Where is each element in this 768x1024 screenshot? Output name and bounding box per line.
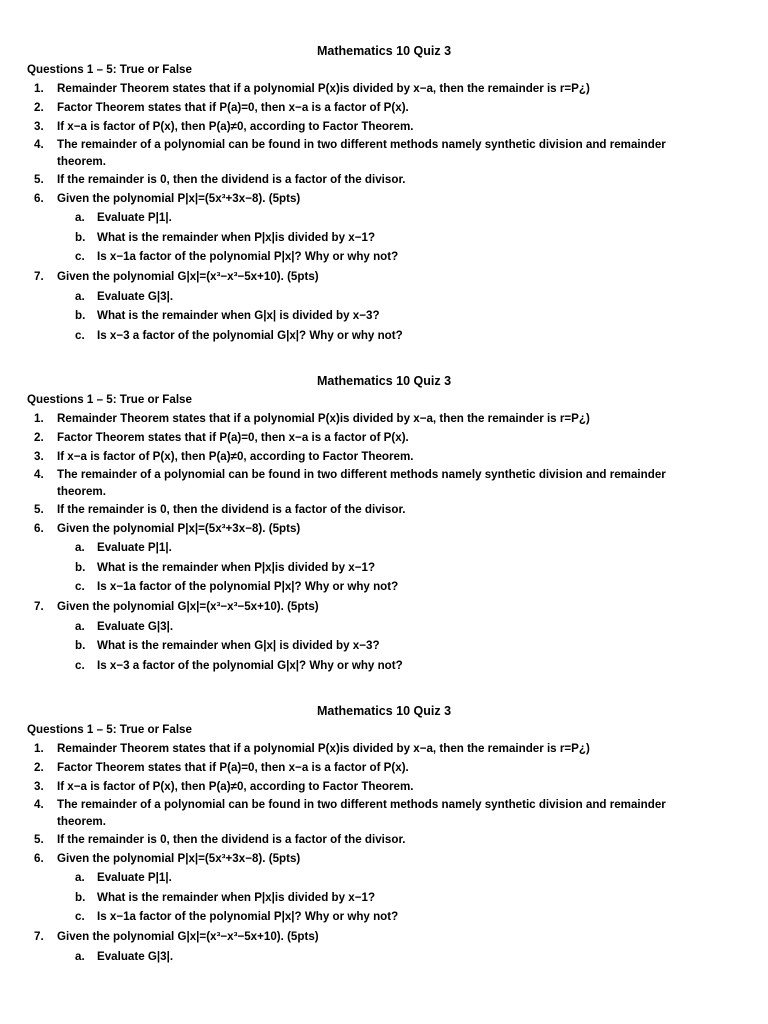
sub-letter: c. <box>75 910 85 923</box>
question-number: 3. <box>34 120 44 133</box>
question-7b-text: What is the remainder when G|x| is divided by x−3? <box>97 309 380 322</box>
question-1-text: Remainder Theorem states that if a polynomial P(x)is divided by x−a, then the remainder is r=P¿) <box>57 82 590 95</box>
question-4-text: The remainder of a polynomial can be found in two different methods namely synthetic division and remainder <box>57 138 666 151</box>
sub-letter: c. <box>75 659 85 672</box>
question-number: 1. <box>34 742 44 755</box>
question-7c-text: Is x−3 a factor of the polynomial G|x|? Why or why not? <box>97 659 403 672</box>
question-6c-text: Is x−1a factor of the polynomial P|x|? Why or why not? <box>97 250 399 263</box>
question-6c-text: Is x−1a factor of the polynomial P|x|? Why or why not? <box>97 910 399 923</box>
question-6-text: Given the polynomial P|x|=(5x³+3x−8). (5pts) <box>57 522 301 535</box>
question-4-text-cont: theorem. <box>57 815 106 828</box>
question-7a-text: Evaluate G|3|. <box>97 950 174 963</box>
question-7-text: Given the polynomial G|x|=(x³−x³−5x+10). (5pts) <box>57 930 319 943</box>
sub-letter: c. <box>75 329 85 342</box>
quiz-title: Mathematics 10 Quiz 3 <box>316 44 452 58</box>
sub-letter: a. <box>75 541 85 554</box>
question-number: 3. <box>34 780 44 793</box>
question-6a-text: Evaluate P|1|. <box>97 871 172 884</box>
section-heading: Questions 1 – 5: True or False <box>27 393 192 406</box>
sub-letter: c. <box>75 580 85 593</box>
question-6b-text: What is the remainder when P|x|is divided by x−1? <box>97 231 376 244</box>
question-1-text: Remainder Theorem states that if a polynomial P(x)is divided by x−a, then the remainder is r=P¿) <box>57 742 590 755</box>
sub-letter: b. <box>75 561 86 574</box>
question-number: 1. <box>34 82 44 95</box>
question-number: 5. <box>34 833 44 846</box>
question-4-text-cont: theorem. <box>57 155 106 168</box>
question-7c-text: Is x−3 a factor of the polynomial G|x|? Why or why not? <box>97 329 403 342</box>
question-number: 4. <box>34 798 44 811</box>
question-6-text: Given the polynomial P|x|=(5x³+3x−8). (5pts) <box>57 852 301 865</box>
question-number: 7. <box>34 930 44 943</box>
question-number: 5. <box>34 503 44 516</box>
question-number: 7. <box>34 600 44 613</box>
sub-letter: a. <box>75 950 85 963</box>
question-5-text: If the remainder is 0, then the dividend is a factor of the divisor. <box>57 173 406 186</box>
question-4-text: The remainder of a polynomial can be found in two different methods namely synthetic division and remainder <box>57 468 666 481</box>
question-4-text: The remainder of a polynomial can be found in two different methods namely synthetic division and remainder <box>57 798 666 811</box>
sub-letter: c. <box>75 250 85 263</box>
quiz-title: Mathematics 10 Quiz 3 <box>316 704 452 718</box>
sub-letter: a. <box>75 871 85 884</box>
question-7a-text: Evaluate G|3|. <box>97 290 174 303</box>
question-6a-text: Evaluate P|1|. <box>97 211 172 224</box>
sub-letter: b. <box>75 891 86 904</box>
sub-letter: a. <box>75 290 85 303</box>
question-2-text: Factor Theorem states that if P(a)=0, then x−a is a factor of P(x). <box>57 431 409 444</box>
question-3-text: If x−a is factor of P(x), then P(a)≠0, according to Factor Theorem. <box>57 120 414 133</box>
question-1-text: Remainder Theorem states that if a polynomial P(x)is divided by x−a, then the remainder is r=P¿) <box>57 412 590 425</box>
question-number: 2. <box>34 431 44 444</box>
section-heading: Questions 1 – 5: True or False <box>27 723 192 736</box>
question-number: 4. <box>34 468 44 481</box>
question-number: 2. <box>34 101 44 114</box>
question-number: 1. <box>34 412 44 425</box>
question-number: 6. <box>34 522 44 535</box>
question-2-text: Factor Theorem states that if P(a)=0, then x−a is a factor of P(x). <box>57 101 409 114</box>
question-6a-text: Evaluate P|1|. <box>97 541 172 554</box>
question-4-text-cont: theorem. <box>57 485 106 498</box>
section-heading: Questions 1 – 5: True or False <box>27 63 192 76</box>
question-6c-text: Is x−1a factor of the polynomial P|x|? Why or why not? <box>97 580 399 593</box>
question-number: 3. <box>34 450 44 463</box>
question-number: 6. <box>34 192 44 205</box>
question-2-text: Factor Theorem states that if P(a)=0, then x−a is a factor of P(x). <box>57 761 409 774</box>
question-3-text: If x−a is factor of P(x), then P(a)≠0, according to Factor Theorem. <box>57 450 414 463</box>
question-6-text: Given the polynomial P|x|=(5x³+3x−8). (5pts) <box>57 192 301 205</box>
question-5-text: If the remainder is 0, then the dividend is a factor of the divisor. <box>57 503 406 516</box>
question-6b-text: What is the remainder when P|x|is divided by x−1? <box>97 891 376 904</box>
question-7b-text: What is the remainder when G|x| is divided by x−3? <box>97 639 380 652</box>
question-7-text: Given the polynomial G|x|=(x³−x³−5x+10). (5pts) <box>57 270 319 283</box>
question-number: 7. <box>34 270 44 283</box>
question-3-text: If x−a is factor of P(x), then P(a)≠0, according to Factor Theorem. <box>57 780 414 793</box>
question-number: 6. <box>34 852 44 865</box>
sub-letter: a. <box>75 620 85 633</box>
question-number: 5. <box>34 173 44 186</box>
question-number: 4. <box>34 138 44 151</box>
question-5-text: If the remainder is 0, then the dividend is a factor of the divisor. <box>57 833 406 846</box>
sub-letter: b. <box>75 309 86 322</box>
question-6b-text: What is the remainder when P|x|is divided by x−1? <box>97 561 376 574</box>
question-7a-text: Evaluate G|3|. <box>97 620 174 633</box>
question-7-text: Given the polynomial G|x|=(x³−x³−5x+10). (5pts) <box>57 600 319 613</box>
sub-letter: b. <box>75 639 86 652</box>
quiz-title: Mathematics 10 Quiz 3 <box>316 374 452 388</box>
sub-letter: a. <box>75 211 85 224</box>
question-number: 2. <box>34 761 44 774</box>
sub-letter: b. <box>75 231 86 244</box>
